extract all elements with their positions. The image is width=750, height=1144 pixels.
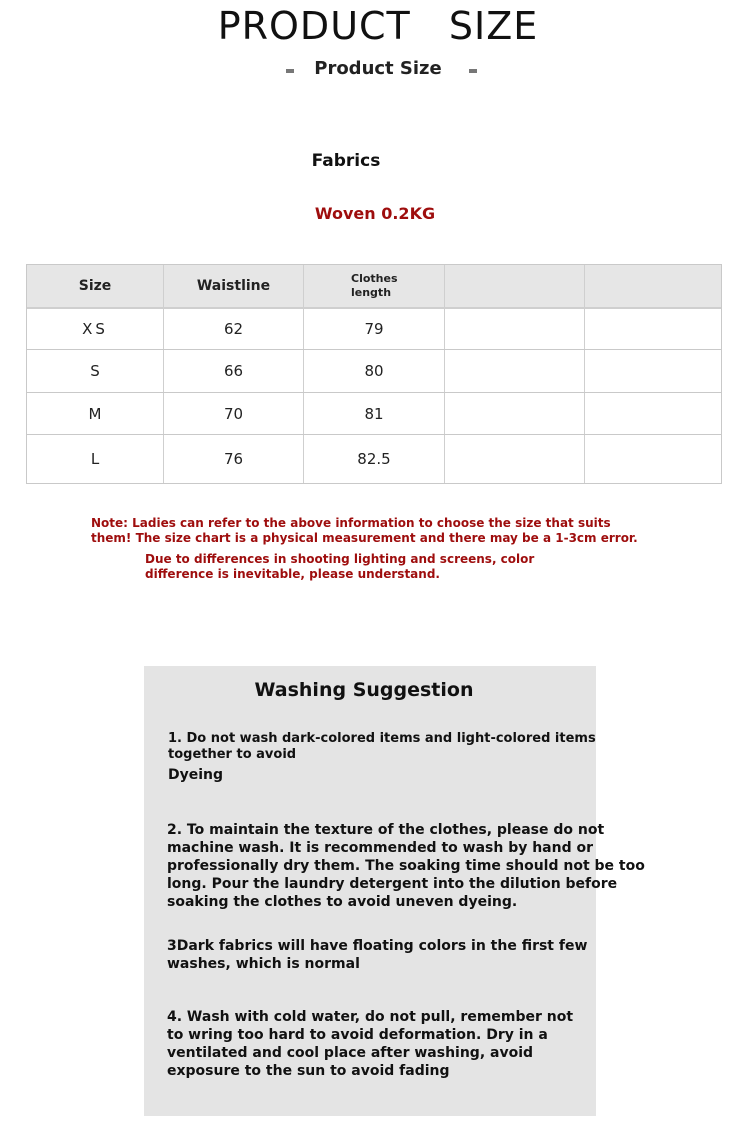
table-cell (585, 393, 721, 434)
table-header-row (27, 265, 721, 309)
table-cell-size: XS (27, 309, 164, 349)
table-cell-size: S (27, 350, 164, 392)
table-header-cell: Waistline (164, 265, 304, 307)
subtitle: Product Size (314, 58, 442, 79)
washing-item-1: 1. Do not wash dark-colored items and light-colored items together to avoid (168, 731, 596, 762)
table-cell (445, 309, 585, 349)
table-header-cell (585, 265, 721, 307)
table-header-cell (445, 265, 585, 307)
fabrics-value: Woven 0.2KG (314, 204, 436, 223)
washing-item-4: 4. Wash with cold water, do not pull, remember not to wring too hard to avoid deformation. Dry in a ventilated and cool place after washing, avoid exposure to the sun to avoid fading (167, 1009, 574, 1079)
washing-item-3: 3Dark fabrics will have floating colors in the first few washes, which is normal (167, 938, 588, 972)
table-cell-size: L (27, 435, 164, 483)
table-cell (445, 350, 585, 392)
color-note: Due to differences in shooting lighting and screens, color difference is inevitable, please understand. (145, 552, 535, 581)
table-cell (445, 435, 585, 483)
table-cell: 66 (164, 350, 304, 392)
table-cell (585, 309, 721, 349)
table-row (27, 309, 721, 350)
table-cell: 76 (164, 435, 304, 483)
washing-title: Washing Suggestion (254, 679, 474, 701)
title-dash-right (469, 69, 477, 73)
table-cell (585, 435, 721, 483)
size-table (26, 264, 722, 484)
table-cell: 70 (164, 393, 304, 434)
table-cell: 80 (304, 350, 445, 392)
table-header-cell: Size (27, 265, 164, 307)
table-cell: 82.5 (304, 435, 445, 483)
table-cell: 79 (304, 309, 445, 349)
table-cell: 81 (304, 393, 445, 434)
fabrics-label: Fabrics (311, 151, 381, 171)
table-row (27, 350, 721, 393)
table-cell (445, 393, 585, 434)
washing-item-2: 2. To maintain the texture of the clothes, please do not machine wash. It is recommended to wash by hand or professionally dry them. The soaking time should not be too long. Pour the laundry detergent into the dilution before soaking the clothes to avoid uneven dyeing. (167, 822, 645, 910)
size-note: Note: Ladies can refer to the above information to choose the size that suits them! The size chart is a physical measurement and there may be a 1-3cm error. (91, 516, 638, 545)
washing-item-1-continued: Dyeing (168, 767, 224, 783)
table-row (27, 435, 721, 483)
table-cell: 62 (164, 309, 304, 349)
table-cell (585, 350, 721, 392)
table-header-cell: Clothes length (304, 265, 445, 307)
page-title: PRODUCT SIZE (217, 4, 539, 48)
table-row (27, 393, 721, 435)
table-cell-size: M (27, 393, 164, 434)
